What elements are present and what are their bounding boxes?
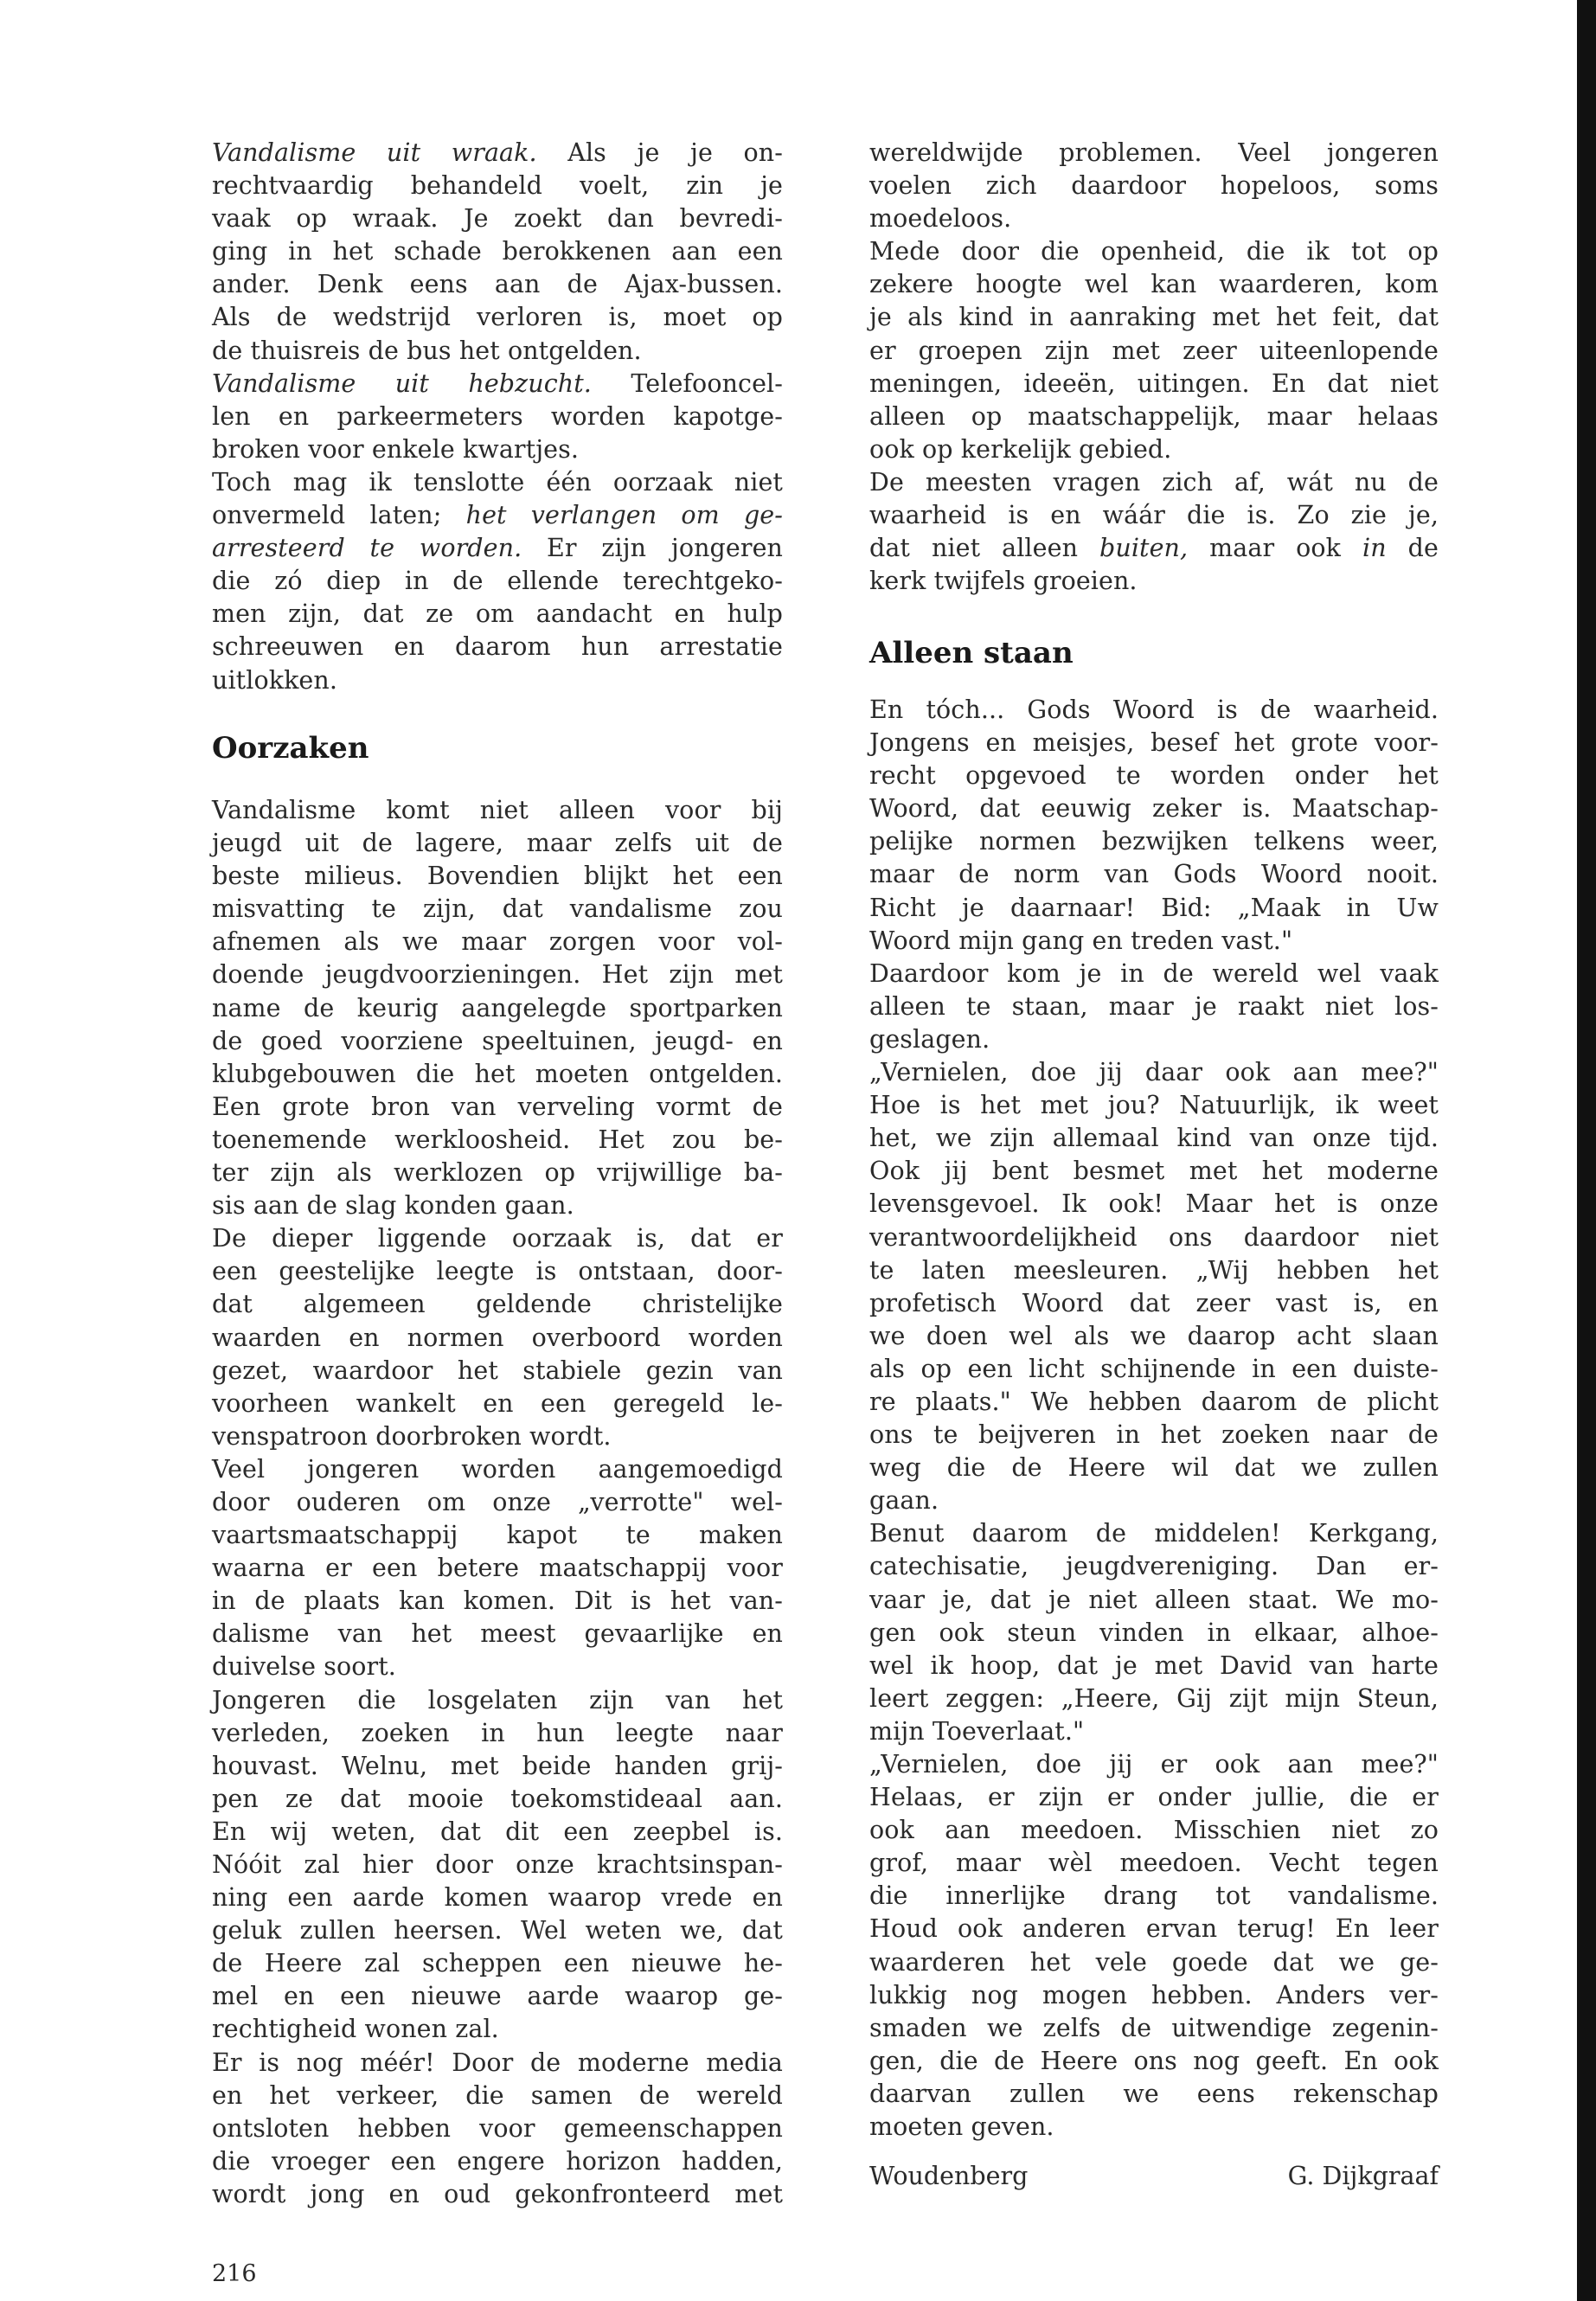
text-segment: afnemen als we maar zorgen voor vol-	[212, 927, 783, 957]
text-segment: ging in het schade berokkenen aan een	[212, 237, 783, 266]
text-line	[212, 433, 783, 466]
text-line	[869, 1682, 1439, 1715]
text-segment: Toch mag ik tenslotte één oorzaak niet	[212, 467, 783, 497]
text-line	[212, 1750, 783, 1783]
text-line	[869, 1023, 1439, 1056]
text-segment: ook op kerkelijk gebied.	[869, 434, 1172, 464]
text-segment: de Heere zal scheppen een nieuwe he-	[212, 1949, 783, 1978]
text-segment: En tóch... Gods Woord is de waarheid.	[869, 695, 1439, 724]
text-segment: Als je je on-	[536, 138, 783, 167]
text-line	[869, 1650, 1439, 1682]
italic-text: in	[1362, 534, 1387, 563]
text-line	[869, 433, 1439, 466]
text-segment: schreeuwen en daarom hun arrestatie	[212, 632, 783, 662]
text-segment: lukkig nog mogen hebben. Anders ver-	[869, 1980, 1439, 2009]
text-line	[869, 825, 1439, 858]
text-segment: moeten geven.	[869, 2112, 1054, 2142]
text-line	[869, 1748, 1439, 1781]
page-number: 216	[212, 2260, 257, 2287]
text-segment: we doen wel als we daarop acht slaan	[869, 1321, 1439, 1350]
text-segment: Hoe is het met jou? Natuurlijk, ik weet	[869, 1091, 1439, 1120]
text-segment: Richt je daarnaar! Bid: „Maak in Uw	[869, 893, 1439, 922]
text-line	[869, 1584, 1439, 1617]
text-line	[869, 1913, 1439, 1945]
text-segment: de goed voorziene speeltuinen, jeugd- en	[212, 1026, 783, 1055]
text-segment: die zó diep in de ellende terechtgeko-	[212, 567, 783, 596]
left-column-oorzaken	[212, 794, 783, 2211]
text-line	[212, 1091, 783, 1124]
text-line	[212, 401, 783, 433]
text-segment: weg die de Heere wil dat we zullen	[869, 1453, 1439, 1483]
text-line	[212, 1552, 783, 1585]
text-line	[869, 2012, 1439, 2045]
text-line	[212, 664, 783, 697]
text-line	[212, 268, 783, 301]
text-segment: kerk twijfels groeien.	[869, 567, 1138, 596]
text-segment: er groepen zijn met zeer uiteenlopende	[869, 336, 1439, 365]
text-line	[869, 401, 1439, 433]
text-segment: Veel jongeren worden aangemoedigd	[212, 1454, 783, 1484]
text-segment: vaar je, dat je niet alleen staat. We mo-	[869, 1585, 1439, 1614]
text-segment: rechtigheid wonen zal.	[212, 2015, 499, 2044]
text-segment: doende jeugdvoorzieningen. Het zijn met	[212, 960, 783, 990]
text-line	[869, 1155, 1439, 1188]
text-line	[869, 335, 1439, 368]
text-segment: verantwoordelijkheid ons daardoor niet	[869, 1222, 1439, 1252]
text-line	[869, 858, 1439, 891]
text-line	[869, 1353, 1439, 1386]
text-line	[869, 1847, 1439, 1880]
text-line	[212, 1881, 783, 1914]
text-line	[869, 368, 1439, 401]
text-segment: waarheid is en wáár die is. Zo zie je,	[869, 501, 1439, 530]
text-line	[212, 235, 783, 268]
text-line	[212, 1914, 783, 1947]
text-segment: voorheen wankelt en een geregeld le-	[212, 1388, 783, 1418]
text-segment: alleen te staan, maar je raakt niet los-	[869, 991, 1439, 1021]
text-segment: Woord mijn gang en treden vast."	[869, 926, 1293, 955]
text-segment: houvast. Welnu, met beide handen grij-	[212, 1751, 783, 1780]
italic-text: Vandalisme uit hebzucht.	[212, 369, 592, 398]
text-segment: waarden en normen overboord worden	[212, 1323, 783, 1352]
text-line	[869, 301, 1439, 334]
text-line	[212, 1157, 783, 1189]
text-line	[212, 2145, 783, 2178]
text-segment: smaden we zelfs de uitwendige zegenin-	[869, 2013, 1439, 2042]
text-line	[869, 137, 1439, 170]
text-line	[869, 268, 1439, 301]
text-line	[212, 368, 783, 401]
page-edge-bar	[1577, 0, 1596, 2301]
text-segment: onvermeld laten;	[212, 501, 466, 530]
text-line	[212, 1288, 783, 1321]
text-line	[869, 1122, 1439, 1155]
text-line	[869, 1221, 1439, 1254]
text-segment: gen ook steun vinden in elkaar, alhoe-	[869, 1618, 1439, 1647]
text-segment: ontsloten hebben voor gemeenschappen	[212, 2113, 783, 2143]
text-line	[869, 1484, 1439, 1517]
text-segment: daarvan zullen we eens rekenschap	[869, 2079, 1439, 2108]
text-line	[212, 860, 783, 893]
text-line	[212, 1585, 783, 1618]
text-line	[869, 1715, 1439, 1748]
right-column-alleen-staan	[869, 694, 1439, 2144]
text-segment: uitlokken.	[212, 665, 338, 695]
text-segment: ning een aarde komen waarop vrede en	[212, 1883, 783, 1913]
text-line	[212, 1388, 783, 1420]
text-segment: ook aan meedoen. Misschien niet zo	[869, 1816, 1439, 1845]
text-segment: gen, die de Heere ons nog geeft. En ook	[869, 2046, 1439, 2075]
text-line	[869, 1419, 1439, 1452]
text-segment: wordt jong en oud gekonfronteerd met	[212, 2179, 783, 2208]
text-segment: geslagen.	[869, 1024, 990, 1054]
text-line	[869, 1452, 1439, 1484]
text-line	[212, 170, 783, 202]
text-segment: gezet, waardoor het stabiele gezin van	[212, 1356, 783, 1385]
text-line	[869, 235, 1439, 268]
text-line	[869, 466, 1439, 499]
text-segment: Houd ook anderen ervan terug! En leer	[869, 1914, 1439, 1944]
text-line	[212, 137, 783, 170]
text-line	[869, 532, 1439, 565]
text-segment: Er is nog méér! Door de moderne media	[212, 2048, 783, 2077]
heading-alleen-staan: Alleen staan	[869, 636, 1074, 670]
italic-text: arresteerd te worden.	[212, 534, 522, 563]
italic-text: Vandalisme uit wraak.	[212, 138, 537, 167]
text-line	[212, 598, 783, 631]
text-line	[212, 1650, 783, 1683]
text-line	[869, 1617, 1439, 1650]
text-line	[212, 1420, 783, 1453]
text-segment: Een grote bron van verveling vormt de	[212, 1092, 783, 1121]
text-segment: zekere hoogte wel kan waarderen, kom	[869, 270, 1439, 299]
text-line	[212, 1025, 783, 1058]
text-line	[869, 1386, 1439, 1419]
text-line	[869, 1979, 1439, 2012]
text-segment: catechisatie, jeugdvereniging. Dan er-	[869, 1552, 1439, 1581]
text-segment: toenemende werkloosheid. Het zou be-	[212, 1125, 783, 1154]
text-segment: het, we zijn allemaal kind van onze tijd.	[869, 1124, 1439, 1153]
text-segment: misvatting te zijn, dat vandalisme zou	[212, 894, 783, 924]
text-line	[869, 1056, 1439, 1089]
text-segment: name de keurig aangelegde sportparken	[212, 993, 783, 1022]
text-line	[869, 1517, 1439, 1550]
text-segment: „Vernielen, doe jij daar ook aan mee?"	[869, 1058, 1439, 1087]
text-segment: verleden, zoeken in hun leegte naar	[212, 1718, 783, 1747]
text-segment: ander. Denk eens aan de Ajax-bussen.	[212, 270, 783, 299]
text-line	[869, 565, 1439, 598]
text-line	[212, 1453, 783, 1486]
text-line	[869, 1188, 1439, 1221]
text-segment: dat algemeen geldende christelijke	[212, 1290, 783, 1319]
text-line	[212, 2178, 783, 2211]
text-line	[212, 958, 783, 991]
text-line	[212, 1124, 783, 1157]
text-line	[212, 1486, 783, 1519]
signature-author: G. Dijkgraaf	[1287, 2162, 1439, 2190]
signature-place: Woudenberg	[869, 2162, 1029, 2190]
text-line	[869, 958, 1439, 990]
text-line	[869, 1880, 1439, 1913]
text-line	[212, 1684, 783, 1717]
text-line	[869, 2045, 1439, 2078]
text-line	[212, 794, 783, 827]
text-line	[212, 1255, 783, 1288]
text-line	[212, 1519, 783, 1552]
text-segment: die vroeger een engere horizon hadden,	[212, 2146, 783, 2176]
text-segment: wereldwijde problemen. Veel jongeren	[869, 138, 1439, 167]
text-line	[212, 1783, 783, 1816]
text-segment: recht opgevoed te worden onder het	[869, 761, 1439, 791]
text-segment: als op een licht schijnende in een duiste-	[869, 1354, 1439, 1383]
text-segment: en het verkeer, die samen de wereld	[212, 2080, 783, 2110]
text-segment: mel en een nieuwe aarde waarop ge-	[212, 1982, 783, 2011]
text-segment: men zijn, dat ze om aandacht en hulp	[212, 599, 783, 629]
text-segment: de	[1386, 534, 1439, 563]
text-line	[869, 202, 1439, 235]
text-line	[212, 992, 783, 1025]
text-line	[869, 1320, 1439, 1353]
text-line	[212, 1189, 783, 1222]
text-segment: venspatroon doorbroken wordt.	[212, 1421, 612, 1451]
text-segment: Mede door die openheid, die ik tot op	[869, 237, 1439, 266]
text-line	[869, 2111, 1439, 2144]
text-line	[212, 2112, 783, 2145]
text-segment: Ook jij bent besmet met het moderne	[869, 1157, 1439, 1186]
text-line	[869, 892, 1439, 925]
text-segment: mijn Toeverlaat."	[869, 1716, 1085, 1746]
text-line	[212, 2080, 783, 2112]
text-line	[212, 466, 783, 499]
italic-text: het verlangen om ge-	[465, 501, 784, 530]
text-segment: dat niet alleen	[869, 534, 1100, 563]
text-segment: maar de norm van Gods Woord nooit.	[869, 860, 1439, 889]
text-segment: Nóóit zal hier door onze krachtsinspan-	[212, 1850, 783, 1879]
text-line	[212, 335, 783, 368]
text-segment: pen ze dat mooie toekomstideaal aan.	[212, 1784, 783, 1813]
text-segment: grof, maar wèl meedoen. Vecht tegen	[869, 1849, 1439, 1878]
text-segment: broken voor enkele kwartjes.	[212, 434, 579, 464]
text-segment: Benut daarom de middelen! Kerkgang,	[869, 1519, 1439, 1548]
text-segment: De meesten vragen zich af, wát nu de	[869, 467, 1439, 497]
text-line	[212, 1058, 783, 1091]
text-segment: die innerlijke drang tot vandalisme.	[869, 1881, 1439, 1911]
text-line	[212, 1717, 783, 1750]
text-line	[212, 1849, 783, 1881]
text-segment: moedeloos.	[869, 204, 1012, 234]
text-line	[212, 827, 783, 860]
italic-text: buiten,	[1099, 534, 1189, 563]
text-segment: levensgevoel. Ik ook! Maar het is onze	[869, 1189, 1439, 1219]
text-line	[869, 170, 1439, 202]
text-segment: je als kind in aanraking met het feit, dat	[869, 303, 1439, 332]
text-segment: En wij weten, dat dit een zeepbel is.	[212, 1817, 783, 1846]
text-line	[869, 499, 1439, 532]
text-segment: meningen, ideeën, uitingen. En dat niet	[869, 369, 1439, 398]
text-line	[869, 990, 1439, 1023]
text-line	[869, 694, 1439, 727]
text-segment: duivelse soort.	[212, 1652, 396, 1682]
text-segment: len en parkeermeters worden kapotge-	[212, 401, 783, 431]
text-line	[212, 301, 783, 334]
text-segment: De dieper liggende oorzaak is, dat er	[212, 1224, 783, 1253]
text-segment: voelen zich daardoor hopeloos, soms	[869, 171, 1439, 201]
text-line	[212, 893, 783, 926]
text-line	[212, 2047, 783, 2080]
text-segment: pelijke normen bezwijken telkens weer,	[869, 827, 1439, 856]
text-line	[869, 1089, 1439, 1122]
text-segment: Telefooncel-	[591, 369, 783, 398]
text-segment: vaak op wraak. Je zoekt dan bevredi-	[212, 204, 783, 234]
text-segment: ter zijn als werklozen op vrijwillige ba-	[212, 1158, 783, 1188]
text-segment: alleen op maatschappelijk, maar helaas	[869, 401, 1439, 431]
text-segment: Helaas, er zijn er onder jullie, die er	[869, 1783, 1439, 1812]
text-line	[212, 202, 783, 235]
text-segment: Vandalisme komt niet alleen voor bij	[212, 796, 783, 824]
text-line	[212, 926, 783, 958]
text-line	[212, 1222, 783, 1255]
text-line	[869, 792, 1439, 825]
text-line	[212, 1322, 783, 1355]
text-segment: te laten meesleuren. „Wij hebben het	[869, 1255, 1439, 1285]
text-line	[869, 1946, 1439, 1979]
text-segment: geluk zullen heersen. Wel weten we, dat	[212, 1916, 783, 1945]
text-segment: de thuisreis de bus het ontgelden.	[212, 336, 642, 365]
text-segment: wel ik hoop, dat je met David van harte	[869, 1650, 1439, 1680]
text-segment: Jongens en meisjes, besef het grote voor-	[869, 728, 1439, 758]
text-line	[212, 1816, 783, 1849]
text-segment: rechtvaardig behandeld voelt, zin je	[212, 171, 783, 201]
text-line	[869, 925, 1439, 958]
text-line	[869, 1254, 1439, 1287]
text-line	[212, 1355, 783, 1388]
text-line	[212, 2013, 783, 2046]
text-segment: gaan.	[869, 1486, 939, 1516]
text-line	[869, 1781, 1439, 1814]
text-segment: „Vernielen, doe jij er ook aan mee?"	[869, 1750, 1439, 1779]
text-segment: ons te beijveren in het zoeken naar de	[869, 1420, 1439, 1450]
text-line	[212, 532, 783, 565]
text-segment: sis aan de slag konden gaan.	[212, 1191, 574, 1221]
text-line	[869, 1814, 1439, 1847]
text-segment: beste milieus. Bovendien blijkt het een	[212, 862, 783, 891]
left-column-intro	[212, 137, 783, 697]
text-line	[869, 1550, 1439, 1583]
text-line	[212, 631, 783, 663]
text-segment: re plaats." We hebben daarom de plicht	[869, 1387, 1439, 1416]
text-segment: klubgebouwen die het moeten ontgelden.	[212, 1059, 783, 1088]
signature	[869, 2160, 1439, 2193]
text-segment: door ouderen om onze „verrotte" wel-	[212, 1487, 783, 1516]
text-segment: maar ook	[1188, 534, 1363, 563]
text-line	[869, 1287, 1439, 1320]
text-segment: een geestelijke leegte is ontstaan, door-	[212, 1257, 783, 1286]
text-segment: Jongeren die losgelaten zijn van het	[212, 1685, 783, 1715]
text-segment: vaartsmaatschappij kapot te maken	[212, 1521, 783, 1550]
text-segment: Er zijn jongeren	[522, 534, 784, 563]
text-line	[869, 727, 1439, 760]
text-line	[869, 2078, 1439, 2111]
text-segment: in de plaats kan komen. Dit is het van-	[212, 1586, 783, 1616]
text-line	[869, 760, 1439, 792]
text-line	[212, 565, 783, 598]
text-line	[212, 499, 783, 532]
text-segment: waarna er een betere maatschappij voor	[212, 1554, 783, 1583]
text-segment: profetisch Woord dat zeer vast is, en	[869, 1288, 1439, 1317]
text-segment: Daardoor kom je in de wereld wel vaak	[869, 958, 1439, 988]
text-line	[212, 1618, 783, 1650]
text-line	[212, 1947, 783, 1980]
text-segment: leert zeggen: „Heere, Gij zijt mijn Steun,	[869, 1683, 1439, 1713]
right-column-intro	[869, 137, 1439, 598]
text-segment: Als de wedstrijd verloren is, moet op	[212, 303, 783, 332]
text-segment: Woord, dat eeuwig zeker is. Maatschap-	[869, 794, 1439, 824]
text-segment: waarderen het vele goede dat we ge-	[869, 1947, 1439, 1977]
text-segment: dalisme van het meest gevaarlijke en	[212, 1619, 783, 1649]
text-segment: jeugd uit de lagere, maar zelfs uit de	[212, 829, 783, 858]
text-line	[212, 1980, 783, 2013]
heading-oorzaken: Oorzaken	[212, 731, 369, 766]
